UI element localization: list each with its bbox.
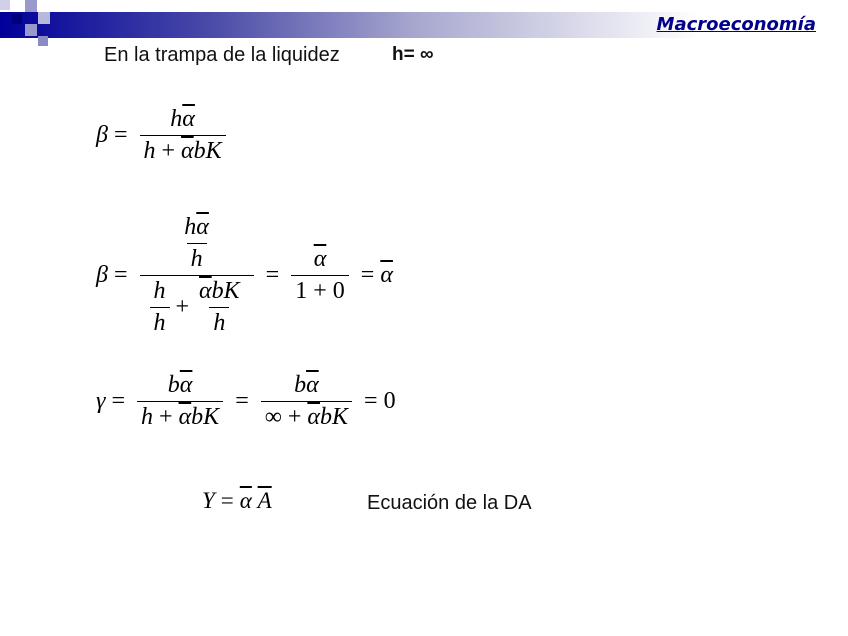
brand-title: Macroeconomía [656,14,816,35]
decor-square [25,24,37,36]
equation-beta-simplified: β = $\frac{h\overline{\alpha}}{h}$ $\frac{h}{h}$ + $\frac{\overline{\alpha}bK}{h}$ = $\frac{\overline{\alpha}}{1 + 0}$ = $\overline{\alpha}$ [96,214,393,336]
decor-square [25,0,37,12]
equation-da-label: Ecuación de la DA [367,492,532,514]
slide-subtitle: En la trampa de la liquidez [104,44,340,66]
equation-beta: β = $\frac{h\overline{\alpha}}{h + \overline{\alpha}bK}$ [96,106,232,165]
title-bar [0,12,700,38]
decor-square [38,36,48,46]
decor-square [12,14,22,24]
decor-square [38,12,50,24]
decor-square [0,0,10,10]
equation-gamma: γ = $\frac{b\overline{\alpha}}{h + \overline{\alpha}bK}$ = $\frac{b\overline{\alpha}}{\infty + \overline{\alpha}bK}$ = 0 [96,372,396,430]
h-infinity-condition: h= ∞ [392,44,434,65]
equation-aggregate-demand: Y = $\overline{\alpha}$ $\overline{A}$ [202,488,272,513]
